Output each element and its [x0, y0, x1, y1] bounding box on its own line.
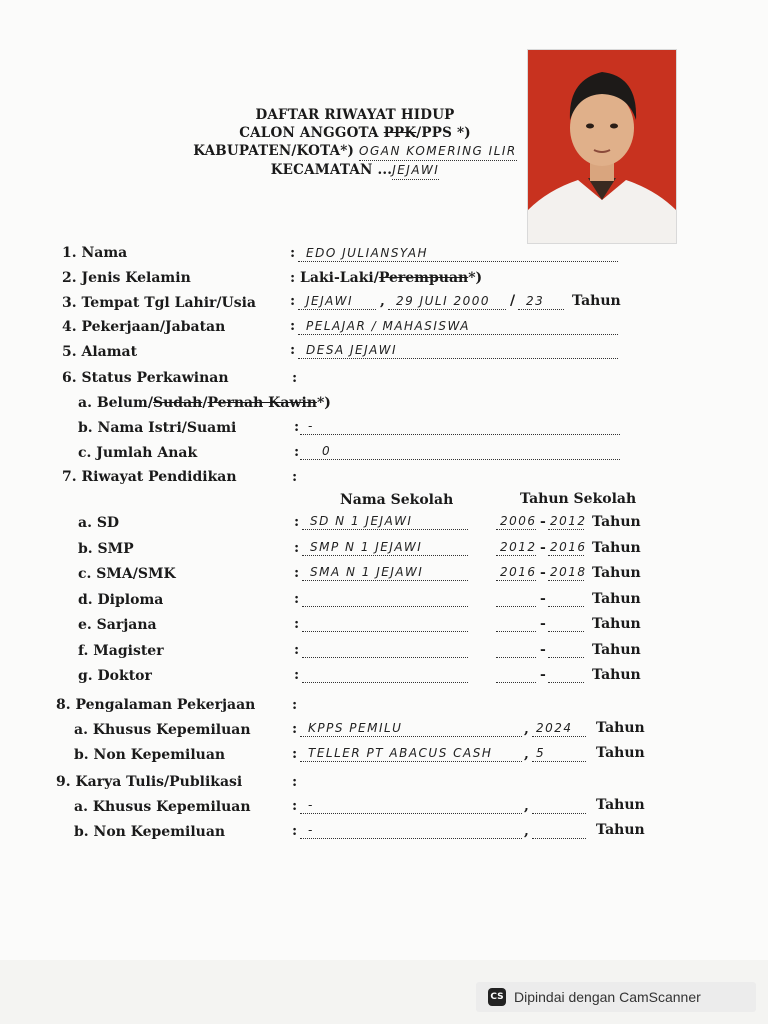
edu-year-start: 2006 [500, 514, 537, 528]
pengalaman-value: KPPS PEMILU [308, 721, 403, 735]
document-header [190, 106, 520, 180]
edu-label: b. SMP [78, 541, 134, 557]
camscanner-logo-icon: CS [488, 988, 506, 1006]
document-title: DAFTAR RIWAYAT HIDUP [255, 107, 455, 123]
pengalaman-value: TELLER PT ABACUS CASH [308, 746, 493, 760]
document-page: DAFTAR RIWAYAT HIDUP CALON ANGGOTA PPK/PPS *) KABUPATEN/KOTA*) OGAN KOMERING ILIR KECAMATAN ...JEJAWI 1. Nama : EDO JULIANSYAH 2. Jenis Kelamin : Laki-Laki/Perempuan*) 3. Tempat Tgl Lahir/Usia : JEJAWI , 29 JULI 2000 / 23 Tahun 4. Pekerjaan/Jabatan : PELAJAR / MAHASISWA 5. Alamat : DESA JEJAWI 6. Status Perkawinan : a. Belum/Sudah/Pernah Kawin*) b. Nama Istri/Suami : - c. Jumlah Anak : 0 7. Riwayat Pendidikan : Nama Sekolah Tahun Sekolah a. SD : SD N 1 JEJAWI 2006 - 2012 Tahun b. SMP : SMP N 1 JEJAWI 2012 - 2016 Tahun c. SMA/SMK : SMA N 1 JEJAWI 2016 - 2018 Tahun d. Diploma : - Tahun e. Sarjana : - Tahun f. Magister : - Tahun g. Doktor : - Tahun 8. Pengalaman Pekerjaan : a. Khusus Kepemiluan : KPPS PEMILU , 2024 Tahun b. Non Kepemiluan : TELLER PT ABACUS CASH , 5 Tahun 9. Karya Tulis/Publikasi : a. Khusus Kepemiluan : - , Tahun b. Non Kepemiluan : - , Tahun [0, 0, 768, 960]
label-ttl: 3. Tempat Tgl Lahir/Usia [62, 295, 257, 311]
label-jumlah-anak: c. Jumlah Anak [78, 445, 198, 461]
karya-year-field [532, 795, 586, 814]
pengalaman-value-field [300, 718, 522, 737]
edu-school-field [302, 511, 468, 530]
edu-year-end-field [548, 613, 584, 632]
label-pengalaman: 8. Pengalaman Pekerjaan [56, 697, 256, 713]
karya-label: a. Khusus Kepemiluan [74, 799, 251, 815]
label-pekerjaan: 4. Pekerjaan/Jabatan [62, 319, 226, 335]
unit-tahun: Tahun [592, 540, 641, 556]
karya-label: b. Non Kepemiluan [74, 824, 226, 840]
row-pengalaman [56, 697, 255, 713]
camscanner-watermark [476, 982, 756, 1012]
unit-tahun: Tahun [592, 642, 641, 658]
row-jenis-kelamin [62, 270, 191, 286]
edu-label: f. Magister [78, 643, 164, 659]
field-alamat: DESA JEJAWI [298, 340, 618, 359]
row-pekerjaan [62, 319, 225, 335]
header-line-2: CALON ANGGOTA PPK/PPS *) [239, 125, 471, 141]
edu-school: SD N 1 JEJAWI [310, 514, 413, 528]
label-pendidikan: 7. Riwayat Pendidikan [62, 469, 237, 485]
field-tanggal-lahir: 29 JULI 2000 [388, 291, 506, 310]
edu-year-start-field [496, 511, 536, 530]
edu-year-start-field [496, 639, 536, 658]
edu-year-start: 2012 [500, 540, 537, 554]
camscanner-text: Dipindai dengan CamScanner [514, 989, 701, 1005]
edu-school-field [302, 537, 468, 556]
label-nama: 1. Nama [62, 245, 128, 261]
edu-label: d. Diploma [78, 592, 164, 608]
edu-year-end: 2018 [550, 565, 587, 579]
unit-tahun: Tahun [592, 514, 641, 530]
edu-school-field [302, 664, 468, 683]
col-tahun-sekolah: Tahun Sekolah [520, 491, 637, 507]
unit-tahun: Tahun [596, 797, 645, 813]
candidate-photo [528, 50, 676, 243]
edu-year-start-field [496, 613, 536, 632]
karya-value-field [300, 820, 522, 839]
col-nama-sekolah: Nama Sekolah [340, 492, 454, 508]
unit-tahun: Tahun [572, 293, 621, 309]
edu-label: c. SMA/SMK [78, 566, 176, 582]
field-nama: EDO JULIANSYAH [298, 243, 618, 262]
edu-year-end-field [548, 664, 584, 683]
karya-value-field [300, 795, 522, 814]
row-nama [62, 245, 127, 261]
pengalaman-year-field [532, 743, 586, 762]
unit-tahun: Tahun [596, 720, 645, 736]
unit-tahun: Tahun [592, 616, 641, 632]
header-line-3: KABUPATEN/KOTA*) OGAN KOMERING ILIR [193, 143, 517, 159]
row-status-a: a. Belum/Sudah/Pernah Kawin*) [78, 395, 331, 411]
label-alamat: 5. Alamat [62, 344, 138, 360]
pengalaman-label: a. Khusus Kepemiluan [74, 722, 251, 738]
unit-tahun: Tahun [592, 667, 641, 683]
row-ttl [62, 295, 256, 311]
pengalaman-year: 2024 [536, 721, 573, 735]
label-status: 6. Status Perkawinan [62, 370, 229, 386]
edu-school-field [302, 613, 468, 632]
label-jenis-kelamin: 2. Jenis Kelamin [62, 270, 191, 286]
edu-school: SMP N 1 JEJAWI [310, 540, 423, 554]
edu-year-start-field [496, 588, 536, 607]
row-karya [56, 774, 242, 790]
pengalaman-label: b. Non Kepemiluan [74, 747, 226, 763]
edu-school-field [302, 562, 468, 581]
edu-label: e. Sarjana [78, 617, 157, 633]
unit-tahun: Tahun [592, 591, 641, 607]
field-usia: 23 [518, 291, 564, 310]
row-pendidikan [62, 469, 237, 485]
label-nama-pasangan: b. Nama Istri/Suami [78, 420, 237, 436]
edu-year-start-field [496, 537, 536, 556]
pengalaman-year: 5 [536, 746, 546, 760]
kabupaten-value: OGAN KOMERING ILIR [359, 142, 517, 161]
edu-year-end-field [548, 537, 587, 556]
field-pekerjaan: PELAJAR / MAHASISWA [298, 316, 618, 335]
row-status [62, 370, 229, 386]
edu-year-end: 2012 [550, 514, 587, 528]
karya-value: - [308, 823, 314, 837]
edu-school-field [302, 639, 468, 658]
label-karya: 9. Karya Tulis/Publikasi [56, 774, 243, 790]
kecamatan-value: JEJAWI [392, 161, 439, 180]
edu-year-end-field [548, 562, 587, 581]
edu-year-start: 2016 [500, 565, 537, 579]
pengalaman-value-field [300, 743, 522, 762]
unit-tahun: Tahun [592, 565, 641, 581]
field-jumlah-anak: 0 [300, 441, 620, 460]
edu-year-end: 2016 [550, 540, 587, 554]
row-status-b [78, 420, 236, 436]
unit-tahun: Tahun [596, 745, 645, 761]
edu-year-start-field [496, 562, 536, 581]
karya-year-field [532, 820, 586, 839]
unit-tahun: Tahun [596, 822, 645, 838]
edu-school: SMA N 1 JEJAWI [310, 565, 424, 579]
row-status-c [78, 445, 197, 461]
edu-school-field [302, 588, 468, 607]
row-alamat [62, 344, 137, 360]
edu-label: g. Doktor [78, 668, 152, 684]
edu-label: a. SD [78, 515, 120, 531]
edu-year-start-field [496, 664, 536, 683]
karya-value: - [308, 798, 314, 812]
header-line-4: KECAMATAN ...JEJAWI [270, 162, 440, 178]
field-tempat-lahir: JEJAWI [298, 291, 376, 310]
field-nama-pasangan: - [300, 416, 620, 435]
edu-year-end-field [548, 588, 584, 607]
edu-year-end-field [548, 511, 587, 530]
pengalaman-year-field [532, 718, 586, 737]
field-jenis-kelamin: : Laki-Laki/Perempuan*) [290, 270, 483, 286]
edu-year-end-field [548, 639, 584, 658]
